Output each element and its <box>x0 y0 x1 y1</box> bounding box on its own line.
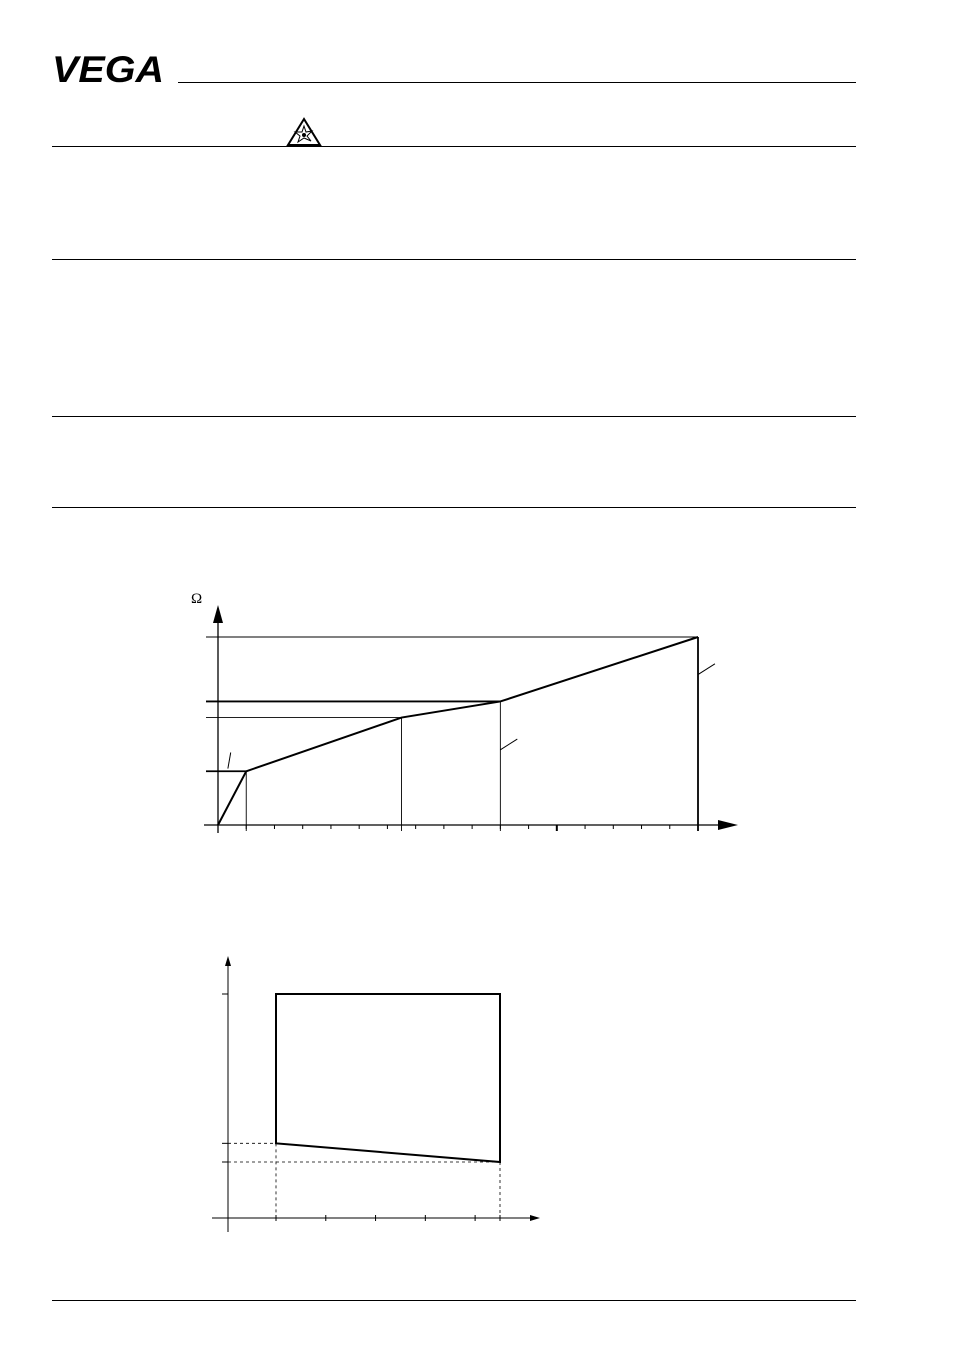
section-divider-2 <box>52 259 856 260</box>
chart2-reference-lines <box>228 1143 500 1218</box>
load-resistance-chart <box>180 585 750 845</box>
section-divider-3 <box>52 416 856 417</box>
chart1-leader-3 <box>698 664 715 675</box>
header-rule <box>178 82 856 83</box>
chart1-reference-lines <box>206 637 698 831</box>
explosion-warning-icon <box>286 117 322 147</box>
chart1-leader-1 <box>228 752 231 768</box>
chart1-series-line <box>218 637 698 825</box>
section-divider-4 <box>52 507 856 508</box>
chart2-operating-polygon <box>276 994 500 1162</box>
operating-range-chart <box>200 950 550 1240</box>
chart1-x-ticks <box>246 825 698 831</box>
vega-logo-text: VEGA <box>52 52 164 84</box>
chart1-y-axis-label: Ω <box>191 591 203 607</box>
chart2-operating-area <box>276 994 500 1162</box>
chart1-leader-2 <box>500 739 517 750</box>
chart1-series <box>218 637 698 825</box>
footer-rule <box>52 1300 856 1301</box>
chart2-x-axis-arrow <box>530 1215 540 1221</box>
chart1-x-axis-arrow <box>718 820 738 830</box>
chart2-ticks <box>222 994 500 1221</box>
chart2-axes <box>212 956 540 1232</box>
section-divider-1 <box>52 146 856 147</box>
chart1-y-axis-arrow <box>213 605 223 623</box>
chart2-y-axis-arrow <box>225 956 231 966</box>
chart1-axes <box>204 605 738 833</box>
vega-logo <box>52 52 166 84</box>
